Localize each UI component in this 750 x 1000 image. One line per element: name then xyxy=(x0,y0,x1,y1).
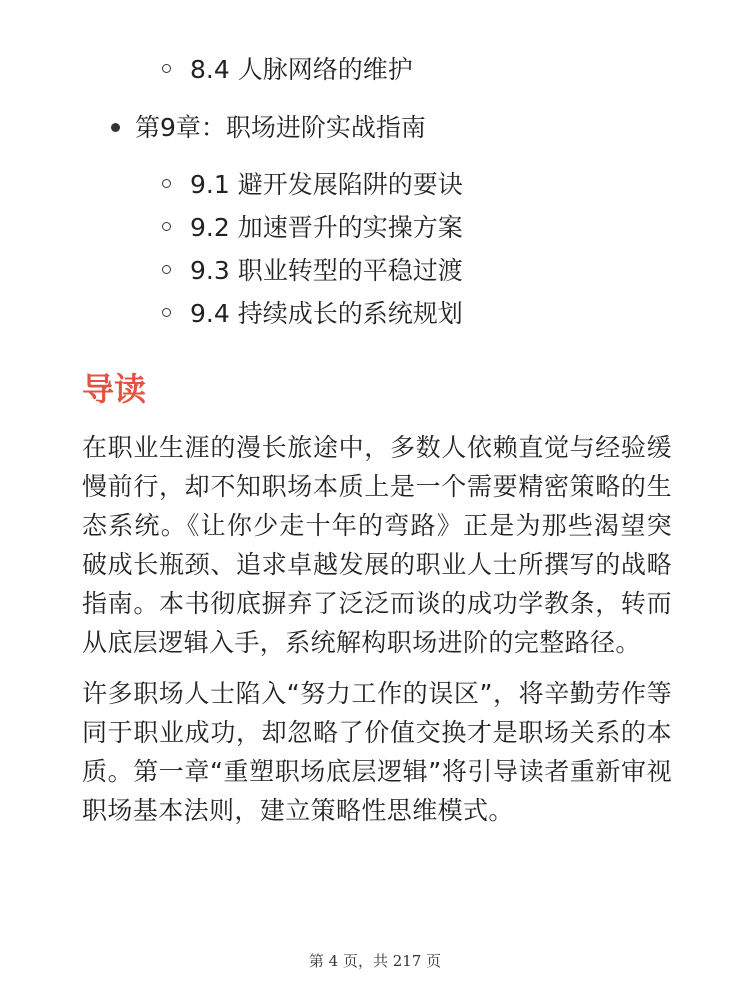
table-of-contents xyxy=(0,48,750,335)
toc-subsection-label: 8.4 人脉网络的维护 xyxy=(190,55,413,84)
body-paragraph: 许多职场人士陷入“努力工作的误区”，将辛勤劳作等同于职业成功，却忽略了价值交换才是职场关系的本质。第一章“重塑职场底层逻辑”将引导读者重新审视职场基本法则，建立策略性思维模式。 xyxy=(82,679,672,825)
toc-subsection-label: 9.1 避开发展陷阱的要诀 xyxy=(190,170,463,199)
toc-subsection-item[interactable] xyxy=(0,206,750,249)
hollow-circle-bullet-icon xyxy=(162,265,171,274)
toc-subsection-label: 9.4 持续成长的系统规划 xyxy=(190,299,463,328)
toc-subsection-item[interactable] xyxy=(0,163,750,206)
hollow-circle-bullet-icon xyxy=(162,179,171,188)
toc-subsection-item[interactable] xyxy=(0,48,750,91)
section-body xyxy=(82,428,672,842)
page-number-footer: 第 4 页，共 217 页 xyxy=(308,952,442,970)
toc-chapter-item[interactable] xyxy=(0,106,750,149)
toc-subsection-item[interactable] xyxy=(0,249,750,292)
toc-subsection-item[interactable] xyxy=(0,292,750,335)
hollow-circle-bullet-icon xyxy=(162,308,171,317)
hollow-circle-bullet-icon xyxy=(162,222,171,231)
section-heading: 导读 xyxy=(82,370,147,408)
hollow-circle-bullet-icon xyxy=(162,64,171,73)
body-paragraph: 在职业生涯的漫长旅途中，多数人依赖直觉与经验缓慢前行，却不知职场本质上是一个需要精密策略的生态系统。《让你少走十年的弯路》正是为那些渴望突破成长瓶颈、追求卓越发展的职业人士所撰写的战略指南。本书彻底摒弃了泛泛而谈的成功学教条，转而从底层逻辑入手，系统解构职场进阶的完整路径。 xyxy=(82,433,672,657)
toc-subsection-label: 9.3 职业转型的平稳过渡 xyxy=(190,256,463,285)
filled-circle-bullet-icon xyxy=(111,123,120,132)
toc-chapter-label: 第9章：职场进阶实战指南 xyxy=(135,113,426,142)
toc-subsection-label: 9.2 加速晋升的实操方案 xyxy=(190,213,463,242)
